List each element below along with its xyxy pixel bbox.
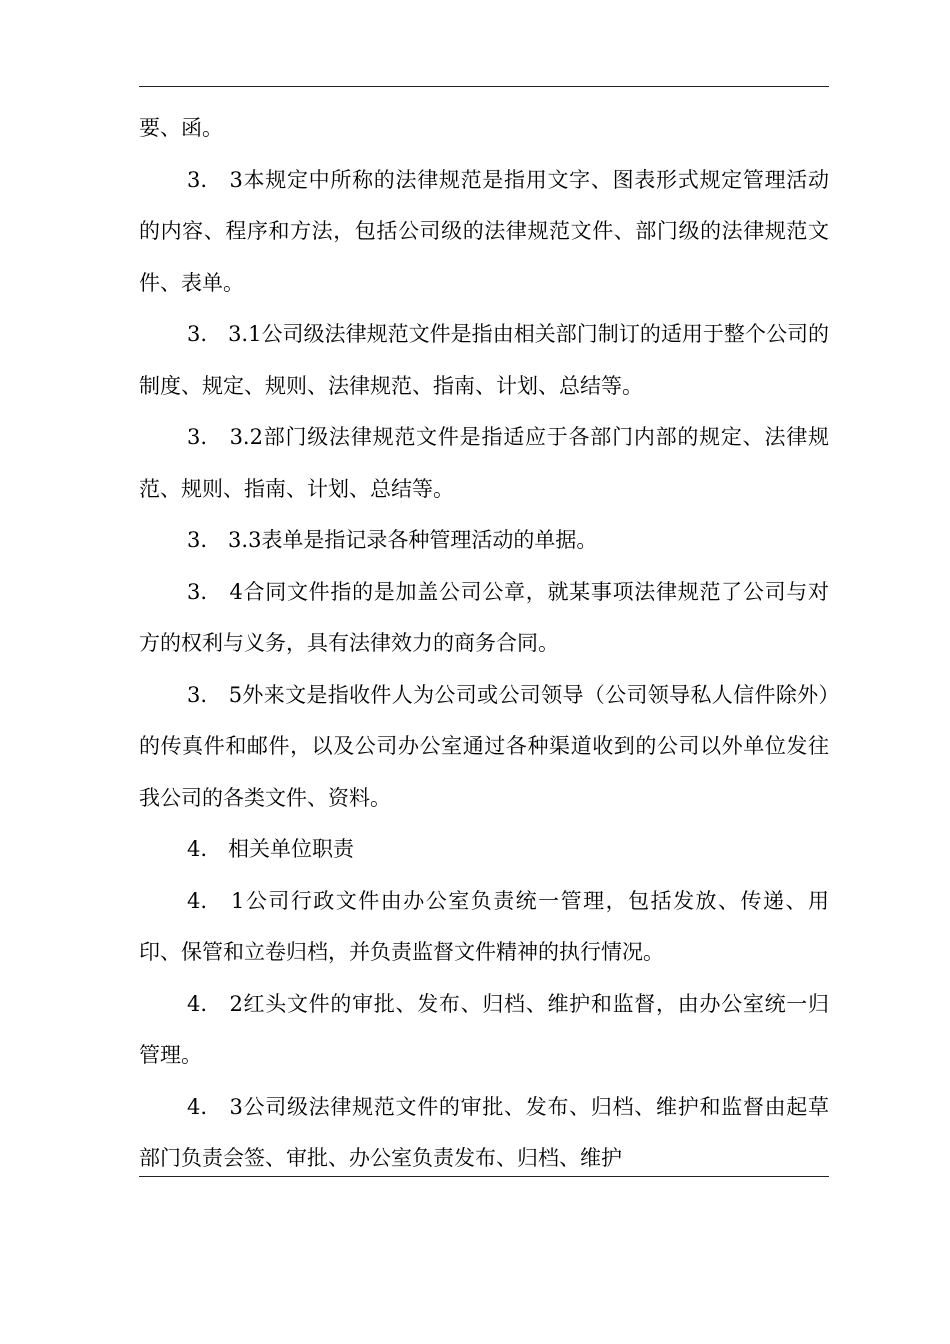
paragraph-4-1: 4. 1公司行政文件由办公室负责统一管理，包括发放、传递、用印、保管和立卷归档，并负责监督文件精神的执行情况。 bbox=[139, 888, 829, 964]
header-rule bbox=[139, 86, 829, 87]
paragraph-4-2: 4. 2红头文件的审批、发布、归档、维护和监督，由办公室统一归管理。 bbox=[139, 991, 829, 1067]
paragraph-continuation: 要、函。 bbox=[139, 116, 223, 140]
paragraph-4-3: 4. 3公司级法律规范文件的审批、发布、归档、维护和监督由起草部门负责会签、审批、办公室负责发布、归档、维护 bbox=[139, 1094, 829, 1170]
paragraph-3-4: 3. 4合同文件指的是加盖公司公章，就某事项法律规范了公司与对方的权利与义务，具有法律效力的商务合同。 bbox=[139, 579, 829, 655]
paragraph-3-3: 3. 3本规定中所称的法律规范是指用文字、图表形式规定管理活动的内容、程序和方法，包括公司级的法律规范文件、部门级的法律规范文件、表单。 bbox=[139, 167, 829, 295]
section-heading-4: 4. 相关单位职责 bbox=[187, 837, 355, 861]
paragraph-3-3-1: 3. 3.1公司级法律规范文件是指由相关部门制订的适用于整个公司的制度、规定、规则、法律规范、指南、计划、总结等。 bbox=[139, 322, 829, 398]
paragraph-3-3-3: 3. 3.3表单是指记录各种管理活动的单据。 bbox=[187, 528, 598, 552]
document-body bbox=[139, 103, 829, 1185]
paragraph-3-3-2: 3. 3.2部门级法律规范文件是指适应于各部门内部的规定、法律规范、规则、指南、计划、总结等。 bbox=[139, 425, 829, 501]
paragraph-3-5: 3. 5外来文是指收件人为公司或公司领导（公司领导私人信件除外）的传真件和邮件，以及公司办公室通过各种渠道收到的公司以外单位发往我公司的各类文件、资料。 bbox=[139, 682, 829, 810]
footer-rule bbox=[139, 1176, 829, 1177]
